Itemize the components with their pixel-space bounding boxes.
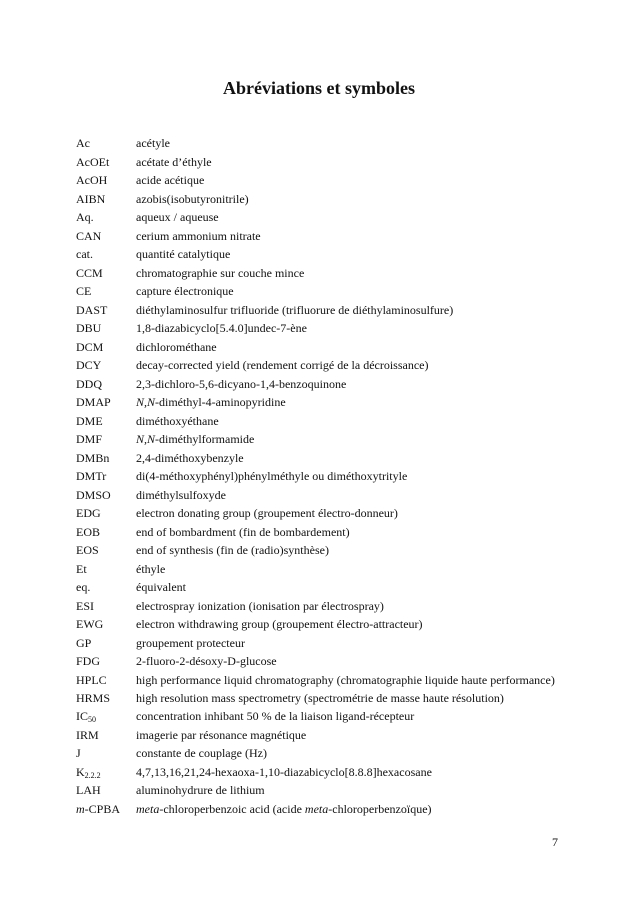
- definition-text: -chloroperbenzoic acid (acide: [159, 801, 305, 816]
- abbreviation-term: [76, 208, 136, 227]
- definition-text: concentration inhibant 50 % de la liaison ligand-récepteur: [136, 709, 415, 723]
- page-number: 7: [552, 835, 558, 849]
- abbreviation-row: [76, 800, 564, 819]
- definition-text: quantité catalytique: [136, 247, 231, 261]
- abbreviation-definition: [136, 597, 564, 616]
- abbreviation-term-text: EOB: [76, 524, 100, 539]
- definition-text: decay-corrected yield (rendement corrigé de la décroissance): [136, 358, 429, 372]
- abbreviation-definition: [136, 264, 564, 283]
- abbreviation-term-text: EWG: [76, 617, 104, 631]
- abbreviation-definition: [136, 523, 564, 542]
- definition-text: 1,8-diazabicyclo[5.4.0]undec-7-ène: [136, 321, 307, 335]
- abbreviation-definition: [136, 319, 564, 338]
- definition-text: équivalent: [136, 580, 186, 594]
- abbreviation-definition: [136, 504, 564, 523]
- definition-text: capture électronique: [136, 284, 234, 298]
- abbreviation-definition: [136, 338, 564, 357]
- abbreviation-definition: [136, 615, 564, 634]
- abbreviation-term-text: Ac: [76, 136, 90, 150]
- abbreviation-definition: [136, 763, 564, 782]
- abbreviation-term: [76, 153, 136, 172]
- abbreviation-definition: [136, 412, 564, 431]
- abbreviation-term: [76, 356, 136, 375]
- abbreviation-row: [76, 486, 564, 505]
- definition-text: acétyle: [136, 136, 170, 150]
- abbreviation-definition: [136, 190, 564, 209]
- abbreviation-term-text: EDG: [76, 506, 101, 520]
- abbreviation-definition: [136, 652, 564, 671]
- abbreviation-row: [76, 781, 564, 800]
- abbreviation-term-text: K: [76, 764, 85, 779]
- definition-text: electron withdrawing group (groupement électro-attracteur): [136, 617, 423, 631]
- abbreviation-term: [76, 412, 136, 431]
- abbreviation-definition: [136, 634, 564, 653]
- abbreviation-term-subscript: 2.2.2: [84, 770, 101, 780]
- page-title: Abréviations et symboles: [223, 78, 415, 98]
- abbreviation-row: [76, 412, 564, 431]
- abbreviation-term: [76, 707, 136, 726]
- definition-text: 2,4-diméthoxybenzyle: [136, 450, 244, 465]
- definition-text: constante de couplage (Hz): [136, 746, 267, 760]
- abbreviation-term: [76, 781, 136, 800]
- abbreviation-term: [76, 227, 136, 246]
- definition-text: diméthoxyéthane: [136, 413, 219, 428]
- definition-text: -diméthylformamide: [155, 432, 255, 446]
- definition-italic: meta: [136, 801, 160, 816]
- abbreviation-term-italic: m: [76, 801, 85, 816]
- abbreviation-row: [76, 763, 564, 782]
- abbreviation-list: [76, 134, 564, 818]
- abbreviation-definition: [136, 781, 564, 800]
- abbreviation-term-text: AcOEt: [76, 154, 110, 169]
- definition-text: acide acétique: [136, 173, 205, 187]
- abbreviation-term-text: CAN: [76, 228, 102, 243]
- definition-text: -diméthyl-4-aminopyridine: [155, 395, 286, 409]
- definition-text: 2-fluoro-2-désoxy-D-glucose: [136, 654, 277, 668]
- abbreviation-definition: [136, 245, 564, 264]
- definition-text: groupement protecteur: [136, 635, 245, 650]
- abbreviation-row: [76, 319, 564, 338]
- abbreviation-row: [76, 578, 564, 597]
- abbreviation-term: [76, 763, 136, 782]
- abbreviation-term: [76, 393, 136, 412]
- abbreviation-term: [76, 301, 136, 320]
- abbreviation-term: [76, 523, 136, 542]
- definition-text: imagerie par résonance magnétique: [136, 727, 307, 742]
- abbreviation-term-text: DAST: [76, 302, 108, 317]
- abbreviation-definition: [136, 153, 564, 172]
- abbreviation-term-text: GP: [76, 635, 92, 650]
- abbreviation-definition: [136, 208, 564, 227]
- abbreviation-term-text: DMSO: [76, 487, 111, 502]
- definition-text: end of bombardment (fin de bombardement): [136, 524, 350, 539]
- abbreviation-term: [76, 726, 136, 745]
- abbreviation-term-text: J: [76, 746, 81, 760]
- abbreviation-row: [76, 375, 564, 394]
- definition-text: acétate d’éthyle: [136, 154, 212, 169]
- abbreviation-row: [76, 652, 564, 671]
- abbreviation-term: [76, 800, 136, 819]
- abbreviation-row: [76, 726, 564, 745]
- abbreviation-term-text: CCM: [76, 265, 103, 280]
- abbreviation-term: [76, 134, 136, 153]
- abbreviation-term-text: AIBN: [76, 191, 106, 206]
- abbreviation-term: [76, 689, 136, 708]
- abbreviation-term-text: LAH: [76, 783, 101, 797]
- abbreviation-term-text: DMBn: [76, 450, 110, 465]
- abbreviation-term-text: IRM: [76, 727, 99, 742]
- abbreviation-term: [76, 744, 136, 763]
- abbreviation-term-text: DMTr: [76, 469, 107, 483]
- abbreviation-term-text: CE: [76, 284, 92, 298]
- definition-text: di(4-méthoxyphényl)phénylméthyle ou diméthoxytrityle: [136, 469, 408, 483]
- abbreviation-term: [76, 264, 136, 283]
- abbreviation-term: [76, 541, 136, 560]
- abbreviation-definition: [136, 171, 564, 190]
- abbreviation-term: [76, 282, 136, 301]
- abbreviation-term-text: HPLC: [76, 672, 107, 687]
- abbreviation-row: [76, 338, 564, 357]
- abbreviation-row: [76, 282, 564, 301]
- abbreviation-term: [76, 634, 136, 653]
- definition-text: 2,3-dichloro-5,6-dicyano-1,4-benzoquinone: [136, 376, 347, 391]
- definition-text: 4,7,13,16,21,24-hexaoxa-1,10-diazabicyclo[8.8.8]hexacosane: [136, 764, 432, 779]
- abbreviation-term: [76, 578, 136, 597]
- abbreviation-term: [76, 504, 136, 523]
- definition-text: dichlorométhane: [136, 339, 217, 354]
- abbreviation-definition: [136, 726, 564, 745]
- abbreviation-row: [76, 504, 564, 523]
- abbreviation-definition: [136, 467, 564, 486]
- abbreviation-term: [76, 319, 136, 338]
- definition-text: electrospray ionization (ionisation par électrospray): [136, 598, 384, 613]
- abbreviation-definition: [136, 227, 564, 246]
- abbreviation-row: [76, 449, 564, 468]
- abbreviation-term: [76, 615, 136, 634]
- abbreviation-definition: [136, 356, 564, 375]
- abbreviation-row: [76, 171, 564, 190]
- abbreviation-row: [76, 541, 564, 560]
- abbreviation-definition: [136, 560, 564, 579]
- abbreviation-row: [76, 467, 564, 486]
- abbreviation-row: [76, 615, 564, 634]
- abbreviation-term-text: EOS: [76, 543, 99, 557]
- abbreviation-definition: [136, 671, 564, 689]
- definition-text: azobis(isobutyronitrile): [136, 191, 249, 206]
- abbreviation-term-text: ESI: [76, 598, 94, 613]
- abbreviation-term-text: AcOH: [76, 173, 108, 187]
- abbreviation-row: [76, 634, 564, 653]
- abbreviation-definition: [136, 134, 564, 153]
- abbreviation-row: [76, 393, 564, 412]
- abbreviation-row: [76, 264, 564, 283]
- abbreviation-term: [76, 652, 136, 671]
- abbreviation-term-text: DMAP: [76, 395, 111, 409]
- abbreviation-term-text: DMF: [76, 432, 103, 446]
- abbreviation-term: [76, 171, 136, 190]
- abbreviation-term: [76, 449, 136, 468]
- abbreviation-row: [76, 190, 564, 209]
- abbreviation-term: [76, 560, 136, 579]
- abbreviation-definition: [136, 430, 564, 449]
- abbreviation-row: [76, 356, 564, 375]
- abbreviation-definition: [136, 800, 564, 819]
- abbreviation-row: [76, 208, 564, 227]
- abbreviation-definition: [136, 449, 564, 468]
- abbreviation-term-text: cat.: [76, 247, 93, 261]
- abbreviation-term-subscript: 50: [88, 715, 96, 724]
- abbreviation-term: [76, 597, 136, 616]
- abbreviation-term-text: DCY: [76, 358, 102, 372]
- definition-italic: meta: [304, 801, 329, 816]
- abbreviation-row: [76, 560, 564, 579]
- definition-text: electron donating group (groupement électro-donneur): [136, 506, 398, 520]
- abbreviation-term-text: Aq.: [76, 210, 94, 224]
- abbreviation-term-text: DME: [76, 413, 103, 428]
- definition-text: end of synthesis (fin de (radio)synthèse): [136, 543, 329, 557]
- definition-italic: N,N: [136, 395, 156, 409]
- abbreviation-term-text: DCM: [76, 339, 104, 354]
- abbreviation-term: [76, 467, 136, 486]
- abbreviation-term: [76, 486, 136, 505]
- abbreviation-term: [76, 190, 136, 209]
- abbreviation-definition: [136, 282, 564, 301]
- definition-text: éthyle: [136, 561, 166, 576]
- abbreviation-row: [76, 301, 564, 320]
- abbreviation-row: [76, 153, 564, 172]
- abbreviation-definition: [136, 301, 564, 320]
- abbreviation-term-text: IC: [76, 709, 88, 723]
- abbreviation-term-text: Et: [76, 561, 87, 576]
- abbreviation-row: [76, 523, 564, 542]
- abbreviation-term: [76, 375, 136, 394]
- abbreviation-row: [76, 430, 564, 449]
- abbreviation-term-text: -CPBA: [84, 801, 121, 816]
- definition-text: diéthylaminosulfur trifluoride (trifluorure de diéthylaminosulfure): [136, 302, 454, 317]
- abbreviation-row: [76, 689, 564, 708]
- abbreviation-definition: [136, 393, 564, 412]
- abbreviation-definition: [136, 375, 564, 394]
- definition-text: aqueux / aqueuse: [136, 210, 219, 224]
- abbreviation-term: [76, 430, 136, 449]
- abbreviation-definition: [136, 541, 564, 560]
- abbreviation-term-text: HRMS: [76, 690, 111, 705]
- abbreviation-term: [76, 338, 136, 357]
- abbreviation-definition: [136, 689, 564, 708]
- abbreviation-row: [76, 707, 564, 726]
- abbreviation-row: [76, 134, 564, 153]
- definition-text: high performance liquid chromatography (chromatographie liquide haute performance): [136, 672, 555, 687]
- definition-text: high resolution mass spectrometry (spectrométrie de masse haute résolution): [136, 690, 504, 705]
- definition-italic: N,N: [136, 432, 156, 446]
- abbreviation-row: [76, 245, 564, 264]
- abbreviation-term-text: eq.: [76, 580, 91, 594]
- abbreviation-term-text: DDQ: [76, 376, 102, 391]
- abbreviation-definition: [136, 744, 564, 763]
- abbreviation-term-text: FDG: [76, 654, 101, 668]
- abbreviation-definition: [136, 707, 564, 726]
- abbreviation-row: [76, 671, 564, 689]
- definition-text: diméthylsulfoxyde: [136, 487, 226, 502]
- definition-text: cerium ammonium nitrate: [136, 228, 261, 243]
- definition-text: chromatographie sur couche mince: [136, 265, 305, 280]
- definition-text: aluminohydrure de lithium: [136, 783, 265, 797]
- abbreviation-definition: [136, 578, 564, 597]
- abbreviation-term-text: DBU: [76, 321, 102, 335]
- definition-text: -chloroperbenzoïque): [328, 801, 432, 816]
- abbreviation-term: [76, 245, 136, 264]
- abbreviation-row: [76, 227, 564, 246]
- abbreviation-definition: [136, 486, 564, 505]
- abbreviation-row: [76, 597, 564, 616]
- abbreviation-row: [76, 744, 564, 763]
- abbreviation-term: [76, 671, 136, 689]
